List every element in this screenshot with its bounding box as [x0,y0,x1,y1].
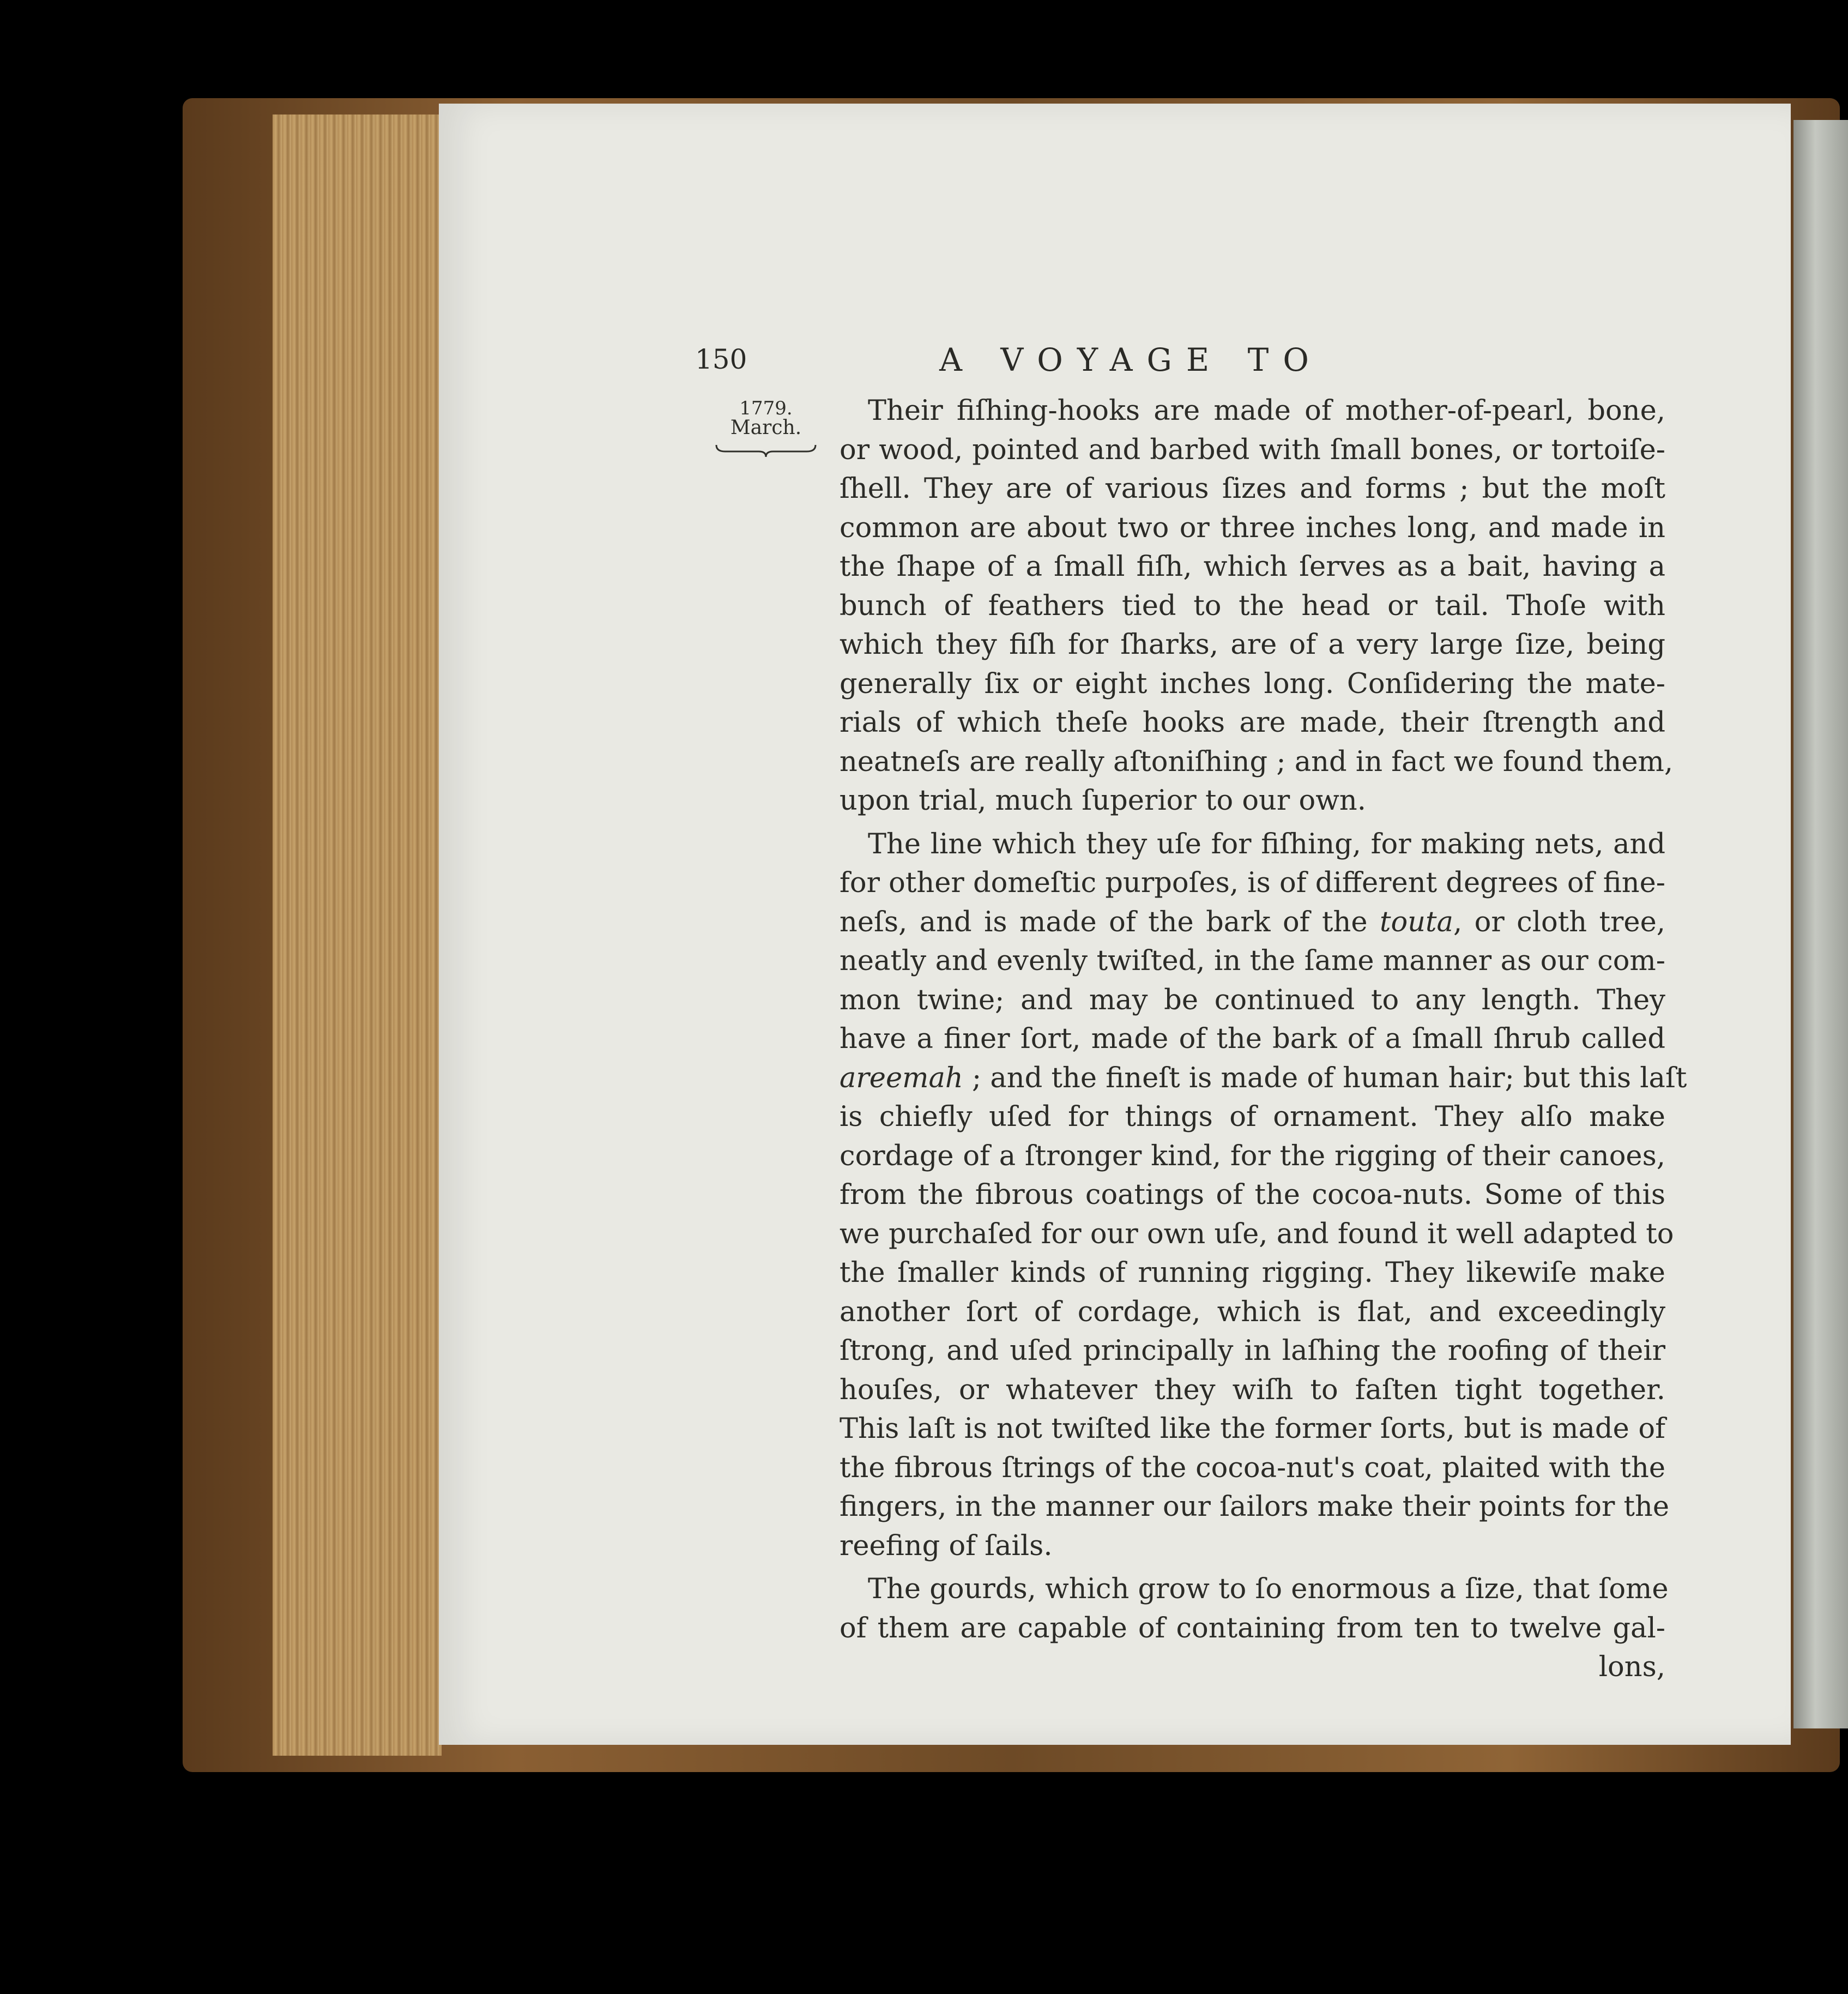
body-text [840,391,1687,1648]
text-line: generally ſix or eight inches long. Conſidering the mate- [840,667,1665,700]
text-line [840,1059,1687,1098]
text-segment: neſs, and is made of the bark of the [840,906,1380,938]
text-line: cordage of a ſtronger kind, for the rigging of their canoes, [840,1140,1665,1172]
text-line: the ſmaller kinds of running rigging. They likewiſe make [840,1257,1665,1289]
brace-icon [714,442,818,458]
text-line: or wood, pointed and barbed with ſmall bones, or tortoiſe- [840,433,1665,466]
text-line: houſes, or whatever they wiſh to faſten tight together. [840,1373,1665,1406]
text-line: upon trial, much ſuperior to our own. [840,785,1366,817]
paragraph-gap [840,821,1665,825]
text-line: common are about two or three inches long, and made in [840,511,1665,544]
italic-term: touta [1379,906,1453,938]
margin-note [714,399,818,458]
text-line: mon twine; and may be continued to any length. They [840,984,1665,1016]
paragraph-gap [840,1565,1665,1570]
text-line: which they fiſh for ſharks, are of a very large ſize, being [840,629,1665,661]
italic-term: areemah [840,1062,963,1094]
catchword-line [840,1648,1665,1687]
text-line: reefing of ſails. [840,1529,1053,1562]
text-line: bunch of feathers tied to the head or tail. Thoſe with [840,589,1665,622]
text-line: ſhell. They are of various ſizes and forms ; but the moſt [840,473,1665,505]
text-line: Their fiſhing-hooks are made of mother-of-pearl, bone, [868,395,1665,427]
text-line: The line which they uſe for fiſhing, for making nets, and [868,828,1665,860]
facing-page-edge [1793,120,1848,1728]
text-line: another ſort of cordage, which is flat, and exceedingly [840,1296,1665,1328]
page-number: 150 [695,344,747,375]
text-line: neatneſs are really aſtoniſhing ; and in fact we found them, [840,745,1674,778]
text-line: ſtrong, and uſed principally in laſhing the roofing of their [840,1335,1665,1367]
text-line: the fibrous ſtrings of the cocoa-nut's coat, plaited with the [840,1451,1665,1484]
text-line [840,903,1665,942]
text-line: the ſhape of a ſmall fiſh, which ſerves as a bait, having a [840,551,1665,583]
text-line: is chiefly uſed for things of ornament. They alſo make [840,1101,1665,1133]
running-head: A VOYAGE TO [939,341,1323,378]
text-line: for other domeſtic purpoſes, is of different degrees of fine- [840,867,1665,899]
catchword: lons, [1598,1651,1665,1683]
text-line: we purchaſed for our own uſe, and found it well adapted to [840,1218,1674,1250]
page-edges [273,115,442,1756]
margin-note-year: 1779. [739,397,793,419]
text-line: rials of which theſe hooks are made, their ſtrength and [840,707,1665,739]
text-line: fingers, in the manner our ſailors make their points for the [840,1491,1670,1523]
text-line: have a finer ſort, made of the bark of a ſmall ſhrub called [840,1023,1665,1055]
text-line: of them are capable of containing from ten to twelve gal- [840,1612,1665,1644]
text-segment: ; and the fineſt is made of human hair; but this laſt [963,1062,1687,1094]
margin-note-month: March. [730,417,802,439]
text-line: This laſt is not twiſted like the former ſorts, but is made of [840,1413,1665,1445]
text-line: neatly and evenly twiſted, in the ſame manner as our com- [840,945,1665,977]
text-line: from the fibrous coatings of the cocoa-nuts. Some of this [840,1179,1665,1211]
text-segment: , or cloth tree, [1453,906,1665,938]
text-line: The gourds, which grow to ſo enormous a ſize, that ſome [868,1573,1669,1605]
